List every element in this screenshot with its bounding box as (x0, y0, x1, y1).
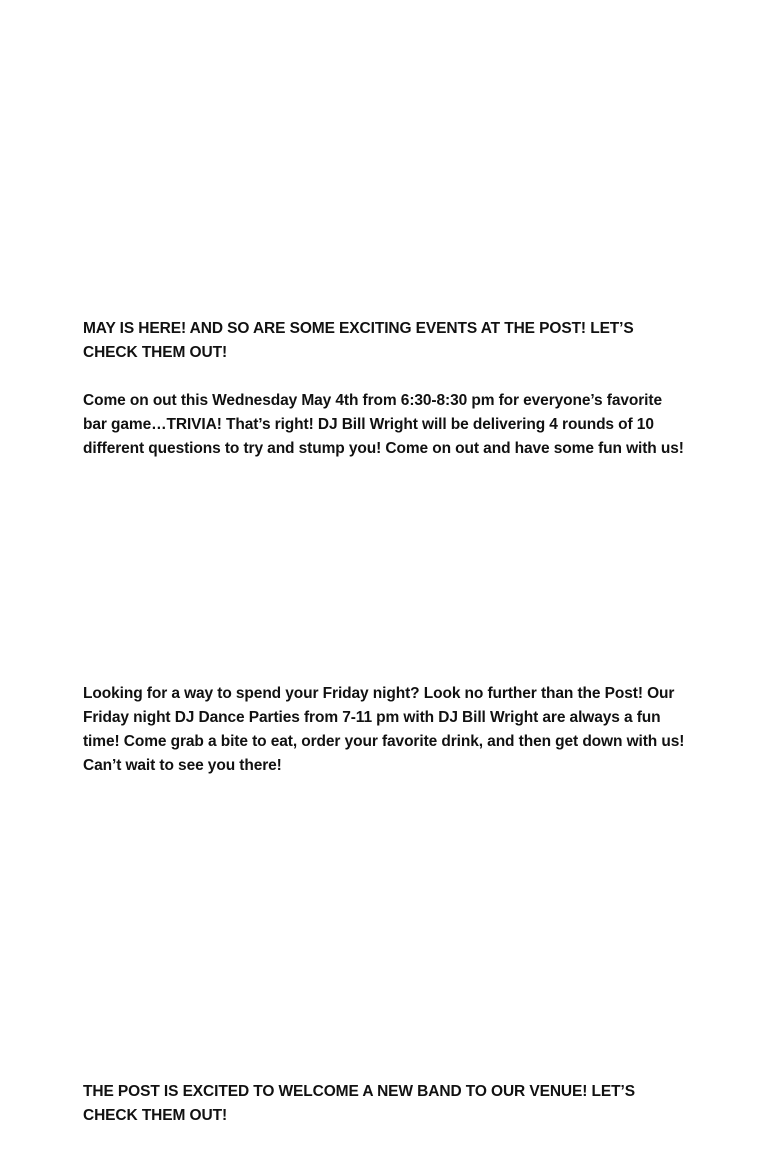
trivia-paragraph: Come on out this Wednesday May 4th from 6:30-8:30 pm for everyone’s favorite bar game…TRIVIA! That’s right! DJ Bill Wright will be delivering 4 rounds of 10 different questions to try and stump you! Come on out and have some fun with us! (83, 392, 684, 457)
dance-party-paragraph: Looking for a way to spend your Friday night? Look no further than the Post! Our Friday night DJ Dance Parties from 7-11 pm with DJ Bill Wright are always a fun time! Come grab a bite to eat, order your favorite drink, and then get down with us! Can’t wait to see you there! (83, 685, 685, 774)
intro-heading: MAY IS HERE! AND SO ARE SOME EXCITING EVENTS AT THE POST! LET’S CHECK THEM OUT! (83, 320, 634, 361)
new-band-heading: THE POST IS EXCITED TO WELCOME A NEW BAND TO OUR VENUE! LET’S CHECK THEM OUT! (83, 1083, 635, 1124)
